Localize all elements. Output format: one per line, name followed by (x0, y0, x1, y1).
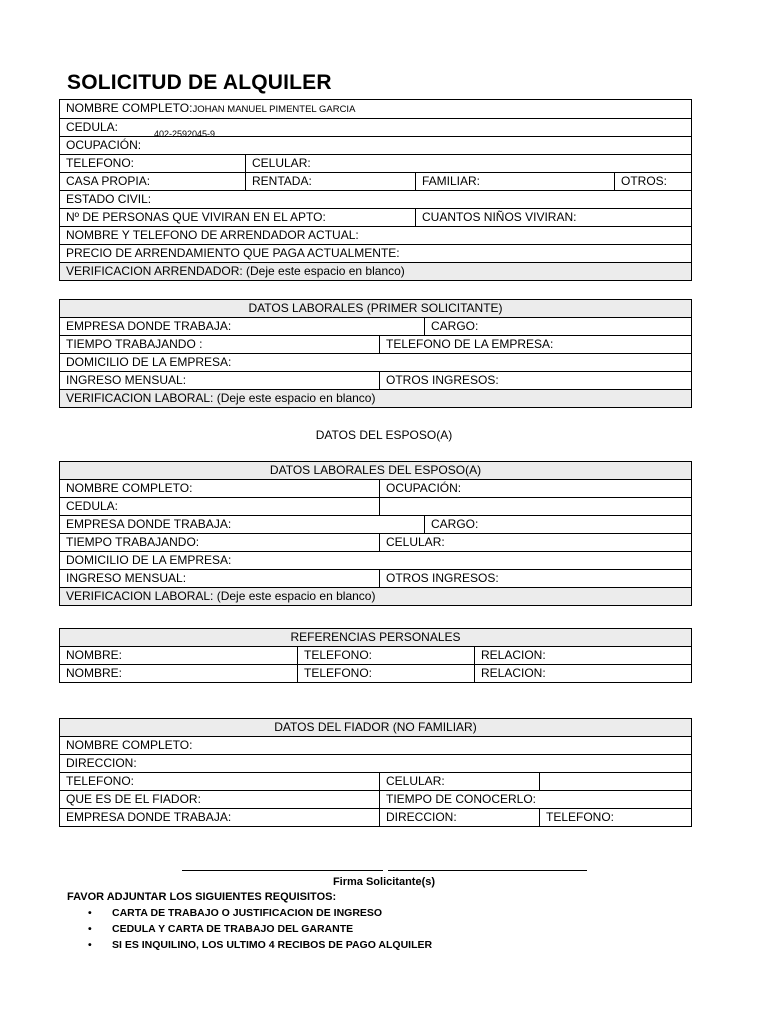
requirement-text: CARTA DE TRABAJO O JUSTIFICACION DE INGRESO (112, 907, 383, 919)
ref-telefono-field[interactable] (298, 665, 475, 683)
nombre-completo-value: JOHAN MANUEL PIMENTEL GARCIA (192, 104, 356, 115)
esposo-empresa-label: EMPRESA DONDE TRABAJA: (66, 517, 232, 531)
requirement-text: CEDULA Y CARTA DE TRABAJO DEL GARANTE (112, 923, 354, 935)
telefono-empresa-field[interactable] (380, 336, 692, 354)
tiempo-label: TIEMPO TRABAJANDO : (66, 337, 203, 351)
ninos-label: CUANTOS NIÑOS VIVIRAN: (422, 210, 577, 224)
applicant-table (59, 99, 692, 281)
fiador-celular-extra-field[interactable] (540, 773, 692, 791)
esposo-cargo-label: CARGO: (431, 517, 479, 531)
cargo-field[interactable] (425, 318, 692, 336)
fiador-tiempo-conocerlo-field[interactable] (380, 791, 692, 809)
otros-ingresos-label: OTROS INGRESOS: (386, 373, 499, 387)
esposo-tiempo-field[interactable] (60, 534, 380, 552)
esposo-nombre-field[interactable] (60, 480, 380, 498)
table-row (60, 647, 692, 665)
page-title: SOLICITUD DE ALQUILER (67, 71, 332, 94)
ref-relacion-field[interactable] (475, 647, 692, 665)
list-item (88, 905, 432, 921)
ref-telefono-label: TELEFONO: (304, 648, 373, 662)
esposo-cedula-label: CEDULA: (66, 499, 119, 513)
otros-field[interactable] (615, 173, 692, 191)
fiador-telefono2-field[interactable] (540, 809, 692, 827)
esposo-ocupacion-field[interactable] (380, 480, 692, 498)
referencias-header: REFERENCIAS PERSONALES (60, 629, 692, 647)
esposo-domicilio-label: DOMICILIO DE LA EMPRESA: (66, 553, 232, 567)
nombre-completo-label: NOMBRE COMPLETO: (66, 101, 193, 115)
esposo-verificacion-field (60, 588, 692, 606)
telefono-empresa-label: TELEFONO DE LA EMPRESA: (386, 337, 554, 351)
ref-nombre-label: NOMBRE: (66, 666, 123, 680)
precio-label: PRECIO DE ARRENDAMIENTO QUE PAGA ACTUALMENTE: (66, 246, 400, 260)
telefono-label: TELEFONO: (66, 156, 135, 170)
domicilio-label: DOMICILIO DE LA EMPRESA: (66, 355, 232, 369)
esposo-celular-field[interactable] (380, 534, 692, 552)
estado-civil-label: ESTADO CIVIL: (66, 192, 152, 206)
empresa-label: EMPRESA DONDE TRABAJA: (66, 319, 232, 333)
fiador-header: DATOS DEL FIADOR (NO FAMILIAR) (60, 719, 692, 737)
celular-field[interactable] (246, 155, 692, 173)
laborales-esposo-header: DATOS LABORALES DEL ESPOSO(A) (60, 462, 692, 480)
ingreso-field[interactable] (60, 372, 380, 390)
verificacion-laboral-label: VERIFICACION LABORAL: (Deje este espacio en blanco) (66, 391, 376, 405)
referencias-table (59, 628, 692, 683)
arrendador-field[interactable] (60, 227, 692, 245)
bullet-icon: • (88, 923, 92, 935)
table-row (60, 665, 692, 683)
esposo-otros-ingresos-label: OTROS INGRESOS: (386, 571, 499, 585)
ref-relacion-label: RELACION: (481, 648, 546, 662)
personas-field[interactable] (60, 209, 416, 227)
arrendador-label: NOMBRE Y TELEFONO DE ARRENDADOR ACTUAL: (66, 228, 359, 242)
signature-line-2[interactable] (388, 870, 587, 871)
ref-nombre-field[interactable] (60, 665, 298, 683)
laborales-esposo-table (59, 461, 692, 606)
otros-ingresos-field[interactable] (380, 372, 692, 390)
nombre-completo-field[interactable] (60, 100, 692, 119)
verificacion-laboral-field (60, 390, 692, 408)
casa-propia-label: CASA PROPIA: (66, 174, 151, 188)
laborales-primer-table (59, 299, 692, 408)
celular-label: CELULAR: (252, 156, 311, 170)
esposo-ocupacion-label: OCUPACIÓN: (386, 481, 462, 495)
personas-label: Nº DE PERSONAS QUE VIVIRAN EN EL APTO: (66, 210, 326, 224)
ocupacion-field[interactable] (60, 137, 692, 155)
fiador-que-es-label: QUE ES DE EL FIADOR: (66, 792, 201, 806)
esposo-tiempo-label: TIEMPO TRABAJANDO: (66, 535, 200, 549)
estado-civil-field[interactable] (60, 191, 692, 209)
esposo-otros-ingresos-field[interactable] (380, 570, 692, 588)
empresa-field[interactable] (60, 318, 425, 336)
fiador-table (59, 718, 692, 827)
fiador-direccion2-field[interactable] (380, 809, 540, 827)
signature-line-1[interactable] (182, 870, 383, 871)
esposo-cargo-field[interactable] (425, 516, 692, 534)
fiador-celular-label: CELULAR: (386, 774, 445, 788)
fiador-tiempo-conocerlo-label: TIEMPO DE CONOCERLO: (386, 792, 537, 806)
requirements-title: FAVOR ADJUNTAR LOS SIGUIENTES REQUISITOS: (67, 891, 337, 903)
cargo-label: CARGO: (431, 319, 479, 333)
fiador-direccion2-label: DIRECCION: (386, 810, 457, 824)
ref-nombre-field[interactable] (60, 647, 298, 665)
cedula-label: CEDULA: (66, 120, 119, 134)
verificacion-arrendador-label: VERIFICACION ARRENDADOR: (Deje este espacio en blanco) (66, 264, 405, 278)
domicilio-field[interactable] (60, 354, 692, 372)
rentada-field[interactable] (246, 173, 416, 191)
requirements-list (88, 905, 432, 953)
fiador-telefono-field[interactable] (60, 773, 380, 791)
fiador-empresa-label: EMPRESA DONDE TRABAJA: (66, 810, 232, 824)
ref-telefono-field[interactable] (298, 647, 475, 665)
requirement-text: SI ES INQUILINO, LOS ULTIMO 4 RECIBOS DE PAGO ALQUILER (112, 939, 433, 951)
ref-nombre-label: NOMBRE: (66, 648, 123, 662)
esposo-verificacion-label: VERIFICACION LABORAL: (Deje este espacio en blanco) (66, 589, 376, 603)
esposo-heading: DATOS DEL ESPOSO(A) (315, 428, 453, 442)
fiador-direccion-label: DIRECCION: (66, 756, 137, 770)
fiador-direccion-field[interactable] (60, 755, 692, 773)
precio-field[interactable] (60, 245, 692, 263)
signature-label: Firma Solicitante(s) (332, 876, 436, 888)
fiador-telefono2-label: TELEFONO: (546, 810, 615, 824)
casa-propia-field[interactable] (60, 173, 246, 191)
ingreso-label: INGRESO MENSUAL: (66, 373, 187, 387)
ninos-field[interactable] (416, 209, 692, 227)
ref-relacion-label: RELACION: (481, 666, 546, 680)
ref-telefono-label: TELEFONO: (304, 666, 373, 680)
list-item (88, 921, 432, 937)
esposo-ingreso-label: INGRESO MENSUAL: (66, 571, 187, 585)
esposo-nombre-label: NOMBRE COMPLETO: (66, 481, 193, 495)
bullet-icon: • (88, 939, 92, 951)
fiador-que-es-field[interactable] (60, 791, 380, 809)
list-item (88, 937, 432, 953)
bullet-icon: • (88, 907, 92, 919)
verificacion-arrendador-field (60, 263, 692, 281)
esposo-domicilio-field[interactable] (60, 552, 692, 570)
esposo-celular-label: CELULAR: (386, 535, 445, 549)
cedula-value: 402-2592045-9 (154, 129, 216, 139)
laborales-primer-header: DATOS LABORALES (PRIMER SOLICITANTE) (60, 300, 692, 318)
telefono-field[interactable] (60, 155, 246, 173)
ref-relacion-field[interactable] (475, 665, 692, 683)
fiador-empresa-field[interactable] (60, 809, 380, 827)
esposo-cedula-field[interactable] (60, 498, 380, 516)
otros-label: OTROS: (621, 174, 668, 188)
esposo-ingreso-field[interactable] (60, 570, 380, 588)
tiempo-field[interactable] (60, 336, 380, 354)
familiar-label: FAMILIAR: (422, 174, 481, 188)
ocupacion-label: OCUPACIÓN: (66, 138, 142, 152)
esposo-cedula-extra-field[interactable] (380, 498, 692, 516)
esposo-empresa-field[interactable] (60, 516, 425, 534)
rentada-label: RENTADA: (252, 174, 312, 188)
fiador-nombre-label: NOMBRE COMPLETO: (66, 738, 193, 752)
fiador-celular-field[interactable] (380, 773, 540, 791)
familiar-field[interactable] (416, 173, 615, 191)
fiador-nombre-field[interactable] (60, 737, 692, 755)
fiador-telefono-label: TELEFONO: (66, 774, 135, 788)
